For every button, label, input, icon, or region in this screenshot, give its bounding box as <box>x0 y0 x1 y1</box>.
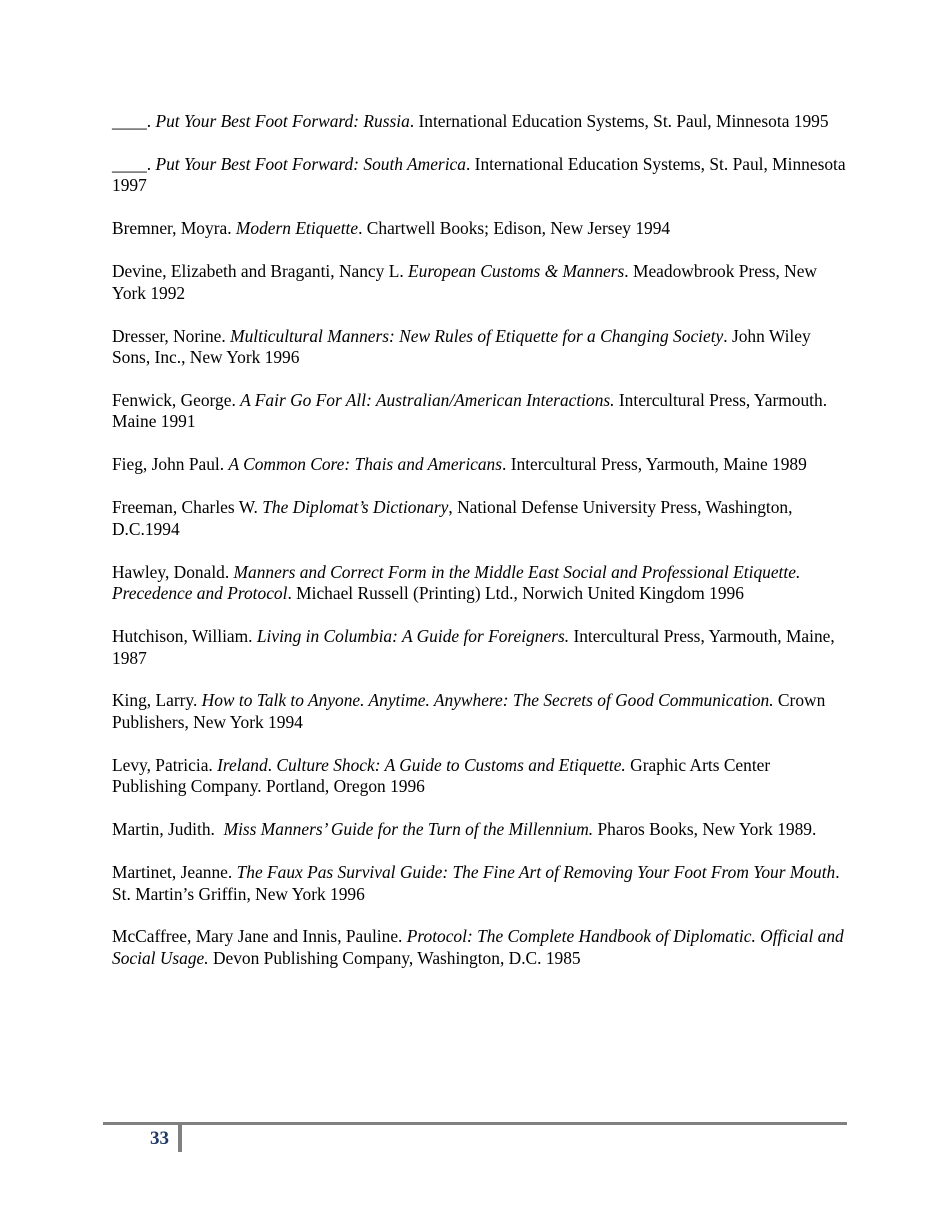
entry-title: European Customs & Manners <box>408 261 625 282</box>
entry-title: The Diplomat’s Dictionary <box>262 497 449 518</box>
bibliography-entry <box>112 862 847 905</box>
entry-author: Fieg, John Paul. <box>112 454 229 475</box>
entry-publisher: Crown Publishers, New York 1994 <box>112 690 826 732</box>
entry-publisher: . International Education Systems, St. Paul, Minnesota 1995 <box>409 111 829 131</box>
bibliography-entry <box>112 326 847 369</box>
entry-author: Martinet, Jeanne. <box>112 862 237 883</box>
bibliography-entry <box>112 819 847 841</box>
bibliography-entry <box>112 497 847 540</box>
bibliography-entry <box>112 626 847 669</box>
entry-author: Martin, Judith. <box>112 819 224 840</box>
entry-publisher: Devon Publishing Company, Washington, D.C. 1985 <box>208 947 581 968</box>
page-number: 33 <box>150 1128 169 1149</box>
entry-title: Living in Columbia: A Guide for Foreigners. <box>256 626 570 647</box>
footer-rule <box>103 1122 847 1125</box>
entry-title: A Common Core: Thais and Americans <box>228 454 503 475</box>
entry-title: Protocol: The Complete Handbook of Diplomatic. Official and Social Usage. <box>112 926 844 968</box>
entry-title: Multicultural Manners: New Rules of Etiquette for a Changing Society <box>230 325 724 346</box>
entry-publisher: Pharos Books, New York 1989. <box>593 819 817 840</box>
entry-publisher: . Intercultural Press, Yarmouth, Maine 1989 <box>502 454 807 475</box>
entry-title: The Faux Pas Survival Guide: The Fine Art of Removing Your Foot From Your Mouth <box>236 862 836 883</box>
entry-author: Fenwick, George. <box>112 389 241 410</box>
entry-publisher: . John Wiley Sons, Inc., New York 1996 <box>112 325 811 368</box>
entry-title: Put Your Best Foot Forward: Russia <box>155 111 410 131</box>
bibliography-entry <box>112 111 847 133</box>
entry-author: ____. <box>112 111 156 131</box>
bibliography-entry <box>112 454 847 476</box>
entry-publisher: . International Education Systems, St. Paul, Minnesota 1997 <box>112 153 846 196</box>
entry-series-title: Culture Shock: A Guide to Customs and Etiquette. <box>276 754 626 775</box>
entry-publisher: , National Defense University Press, Washington, D.C.1994 <box>112 497 793 539</box>
entry-title: Put Your Best Foot Forward: South America <box>155 153 466 174</box>
entry-author: Bremner, Moyra. <box>112 218 236 239</box>
entry-title: Ireland <box>217 754 268 775</box>
entry-author: Hawley, Donald. <box>112 561 234 582</box>
page-number-divider <box>178 1125 182 1152</box>
bibliography-entry <box>112 926 847 969</box>
bibliography-list <box>112 111 847 991</box>
entry-title: How to Talk to Anyone. Anytime. Anywhere: The Secrets of Good Communication. <box>201 690 774 711</box>
bibliography-entry <box>112 690 847 733</box>
entry-author: ____. <box>112 153 156 174</box>
entry-publisher: Intercultural Press, Yarmouth. Maine 1991 <box>112 389 828 432</box>
entry-author: Levy, Patricia. <box>112 754 218 775</box>
entry-publisher: . Meadowbrook Press, New York 1992 <box>112 261 817 303</box>
entry-publisher: . St. Martin’s Griffin, New York 1996 <box>112 862 840 904</box>
entry-author: Devine, Elizabeth and Braganti, Nancy L. <box>112 261 409 282</box>
bibliography-entry <box>112 218 847 240</box>
bibliography-entry <box>112 390 847 433</box>
entry-publisher: Graphic Arts Center Publishing Company. Portland, Oregon 1996 <box>112 754 771 797</box>
entry-author: Freeman, Charles W. <box>112 497 263 518</box>
entry-author: McCaffree, Mary Jane and Innis, Pauline. <box>112 926 407 947</box>
entry-author: King, Larry. <box>112 690 202 711</box>
entry-separator: . <box>267 754 277 775</box>
entry-publisher: . Michael Russell (Printing) Ltd., Norwich United Kingdom 1996 <box>287 583 744 604</box>
entry-author: Dresser, Norine. <box>112 325 231 346</box>
entry-publisher: . Chartwell Books; Edison, New Jersey 1994 <box>358 218 671 239</box>
entry-author: Hutchison, William. <box>112 626 257 647</box>
entry-publisher: Intercultural Press, Yarmouth, Maine, 1987 <box>112 626 835 668</box>
entry-title: Modern Etiquette <box>235 218 359 239</box>
entry-title: Miss Manners’ Guide for the Turn of the Millennium. <box>223 819 594 840</box>
entry-title: A Fair Go For All: Australian/American Interactions. <box>240 389 615 410</box>
entry-title: Manners and Correct Form in the Middle East Social and Professional Etiquette. Precedence and Protocol <box>112 561 801 604</box>
bibliography-entry <box>112 755 847 798</box>
bibliography-entry <box>112 154 847 197</box>
bibliography-entry <box>112 562 847 605</box>
bibliography-entry <box>112 261 847 304</box>
